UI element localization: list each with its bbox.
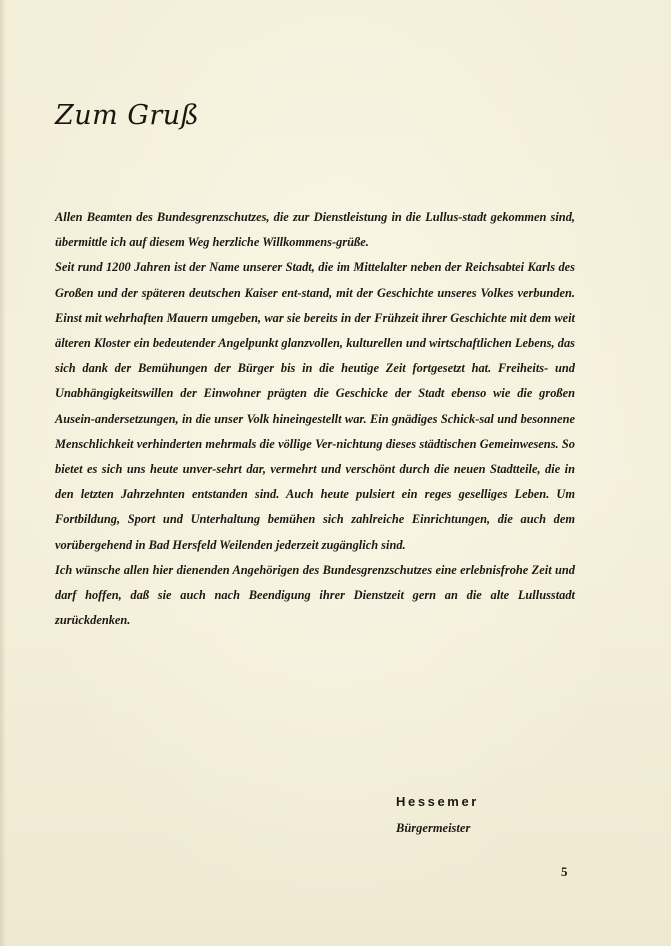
paragraph-closing: Ich wünsche allen hier dienenden Angehörigen des Bundesgrenzschutzes eine erlebnisfrohe Zeit und darf hoffen, daß sie auch nach Beendigung ihrer Dienstzeit gern an die alte Lullusstadt zurückdenken. [55,562,575,628]
page-heading: Zum Gruß [55,100,200,131]
page-edge-shadow [0,0,6,946]
page-number: 5 [561,864,568,879]
signature-title: Bürgermeister [396,821,471,835]
signature-block [396,792,479,838]
signature-name: Hessemer [396,794,479,809]
paragraph-history: Seit rund 1200 Jahren ist der Name unserer Stadt, die im Mittelalter neben der Reichsabtei Karls des Großen und der späteren deutschen Kaiser ent-stand, mit der Geschichte unseres Volkes verbunden. Einst mit wehrhaften Mauern umgeben, war sie bereits in der Frühzeit ihrer Geschichte mit dem weit älteren Kloster ein bedeutender Angelpunkt glanzvollen, kulturellen und wirtschaftlichen Lebens, das sich dank der Bemühungen der Bürger bis in die heutige Zeit fortgesetzt hat. Freiheits- und Unabhängigkeitswillen der Einwohner prägten die Geschicke der Stadt ebenso wie die großen Ausein-andersetzungen, in die unser Volk hineingestellt war. Ein gnädiges Schick-sal und besonnene Menschlichkeit verhinderten mehrmals die völlige Ver-nichtung dieses städtischen Gemeinwesens. So bietet es sich uns heute unver-sehrt dar, vermehrt und verschönt durch die neuen Stadtteile, die in den letzten Jahrzehnten entstanden sind. Auch heute pulsiert ein reges geselliges Leben. Um Fortbildung, Sport und Unterhaltung bemühen sich zahlreiche Einrichtungen, die auch dem vorübergehend in Bad Hersfeld Weilenden jederzeit zugänglich sind. [55,260,575,552]
letter-body [55,205,575,633]
paragraph-greeting: Allen Beamten des Bundesgrenzschutzes, die zur Dienstleistung in die Lullus-stadt gekommen sind, übermittle ich auf diesem Weg herzliche Willkommens-grüße. [55,210,575,250]
